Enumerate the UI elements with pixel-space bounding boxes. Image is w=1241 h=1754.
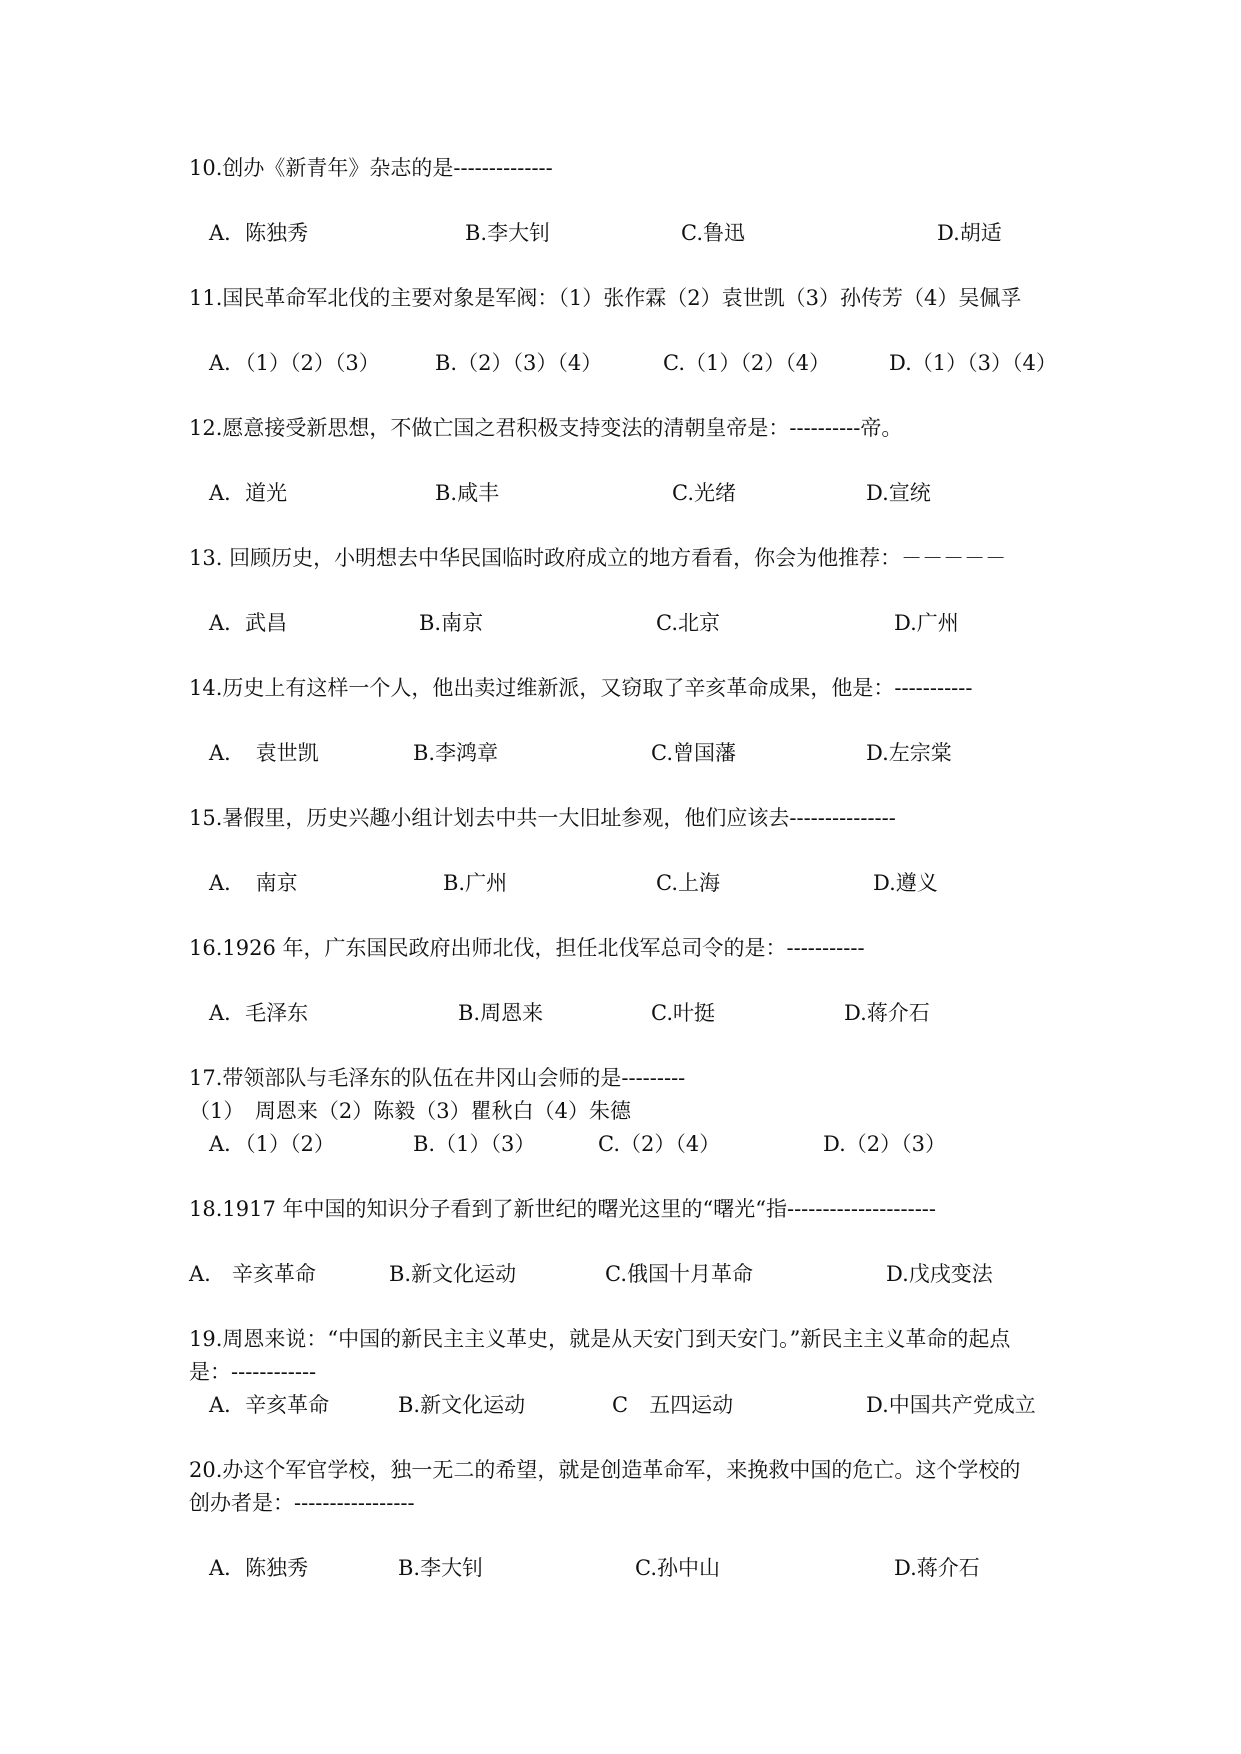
q20-option-c: C.孙中山 xyxy=(635,1556,720,1580)
q15-option-a: A． 南京 xyxy=(209,871,298,895)
q15-option-c: C.上海 xyxy=(656,871,720,895)
q19-option-a: A．辛亥革命 xyxy=(209,1393,330,1417)
q10-option-b: B.李大钊 xyxy=(465,221,551,245)
q13-option-b: B.南京 xyxy=(419,611,484,635)
q13-option-a: A．武昌 xyxy=(209,611,288,635)
question-13: 13. 回顾历史，小明想去中华民国临时政府成立的地方看看，你会为他推荐：－－－－－ xyxy=(189,546,1007,570)
q19-option-d: D.中国共产党成立 xyxy=(866,1393,1036,1417)
q11-option-a: A．（1）（2）（3） xyxy=(209,351,380,375)
q15-option-d: D.遵义 xyxy=(873,871,938,895)
question-17-choices: （1） 周恩来（2）陈毅（3）瞿秋白（4）朱德 xyxy=(189,1099,631,1123)
question-18: 18.1917 年中国的知识分子看到了新世纪的曙光这里的“曙光“指--------------------- xyxy=(189,1197,936,1221)
q14-option-c: C.曾国藩 xyxy=(651,741,736,765)
question-19: 19.周恩来说：“中国的新民主主义革史，就是从天安门到天安门。”新民主主义革命的起点 xyxy=(189,1327,1011,1351)
q14-option-d: D.左宗棠 xyxy=(866,741,952,765)
q16-option-c: C.叶挺 xyxy=(651,1001,715,1025)
q11-option-d: D.（1）（3）（4） xyxy=(889,351,1057,375)
q20-option-a: A．陈独秀 xyxy=(209,1556,309,1580)
q20-option-d: D.蒋介石 xyxy=(894,1556,980,1580)
question-11: 11.国民革命军北伐的主要对象是军阀：（1）张作霖（2）袁世凯（3）孙传芳（4）吴佩孚 xyxy=(189,286,1022,310)
question-14: 14.历史上有这样一个人，他出卖过维新派，又窃取了辛亥革命成果，他是：----------- xyxy=(189,676,973,700)
q11-option-b: B.（2）（3）（4） xyxy=(435,351,603,375)
q17-option-c: C.（2）（4） xyxy=(598,1132,721,1156)
question-20: 20.办这个军官学校，独一无二的希望，就是创造革命军，来挽救中国的危亡。这个学校的 xyxy=(189,1458,1021,1482)
q10-option-d: D.胡适 xyxy=(937,221,1002,245)
q13-option-c: C.北京 xyxy=(656,611,720,635)
q12-option-b: B.咸丰 xyxy=(435,481,500,505)
question-12: 12.愿意接受新思想，不做亡国之君积极支持变法的清朝皇帝是：----------帝。 xyxy=(189,416,903,440)
q11-option-c: C.（1）（2）（4） xyxy=(663,351,831,375)
q18-option-d: D.戊戌变法 xyxy=(886,1262,993,1286)
q19-option-b: B.新文化运动 xyxy=(398,1393,526,1417)
question-10: 10.创办《新青年》杂志的是-------------- xyxy=(189,156,553,180)
q10-option-c: C.鲁迅 xyxy=(681,221,745,245)
q14-option-b: B.李鸿章 xyxy=(413,741,499,765)
q19-option-c: C 五四运动 xyxy=(612,1393,734,1417)
q12-option-a: A．道光 xyxy=(209,481,288,505)
q10-option-a: A．陈独秀 xyxy=(209,221,309,245)
question-15: 15.暑假里，历史兴趣小组计划去中共一大旧址参观，他们应该去--------------- xyxy=(189,806,896,830)
q18-option-b: B.新文化运动 xyxy=(389,1262,517,1286)
q17-option-a: A．（1）（2） xyxy=(209,1132,335,1156)
q12-option-c: C.光绪 xyxy=(672,481,736,505)
q13-option-d: D.广州 xyxy=(894,611,959,635)
q17-option-b: B.（1）（3） xyxy=(413,1132,536,1156)
q12-option-d: D.宣统 xyxy=(866,481,931,505)
question-20-continued: 创办者是：----------------- xyxy=(189,1491,415,1515)
q16-option-d: D.蒋介石 xyxy=(844,1001,930,1025)
q17-option-d: D.（2）（3） xyxy=(823,1132,946,1156)
q18-option-a: A. 辛亥革命 xyxy=(189,1262,316,1286)
q16-option-b: B.周恩来 xyxy=(458,1001,544,1025)
q18-option-c: C.俄国十月革命 xyxy=(605,1262,753,1286)
q15-option-b: B.广州 xyxy=(443,871,508,895)
question-19-continued: 是：------------ xyxy=(189,1360,317,1384)
question-16: 16.1926 年，广东国民政府出师北伐，担任北伐军总司令的是：----------- xyxy=(189,936,865,960)
q16-option-a: A．毛泽东 xyxy=(209,1001,309,1025)
q14-option-a: A． 袁世凯 xyxy=(209,741,319,765)
question-17: 17.带领部队与毛泽东的队伍在井冈山会师的是--------- xyxy=(189,1066,686,1090)
q20-option-b: B.李大钊 xyxy=(398,1556,484,1580)
